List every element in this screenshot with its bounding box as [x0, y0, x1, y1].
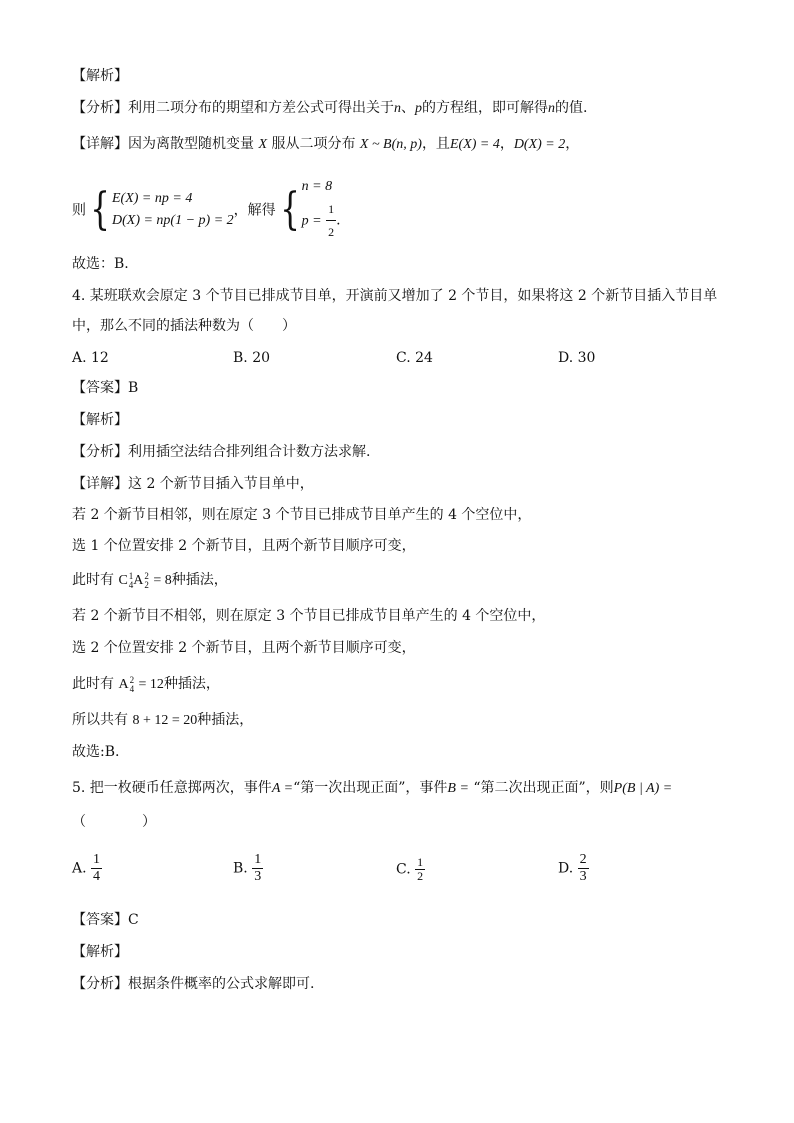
q3-fenxi: 【分析】利用二项分布的期望和方差公式可得出关于n、p的方程组，即可解得n的值.: [72, 100, 588, 116]
q4-xiangjie-1: 【详解】这 2 个新节目插入节目单中，: [72, 476, 314, 492]
q5-analysis-tag: 【解析】: [72, 944, 128, 960]
q5-option-d: D. $\frac{2}{3}$: [558, 852, 587, 884]
q4-option-c: C. 24: [396, 350, 433, 366]
q5-option-a: A. $\frac{1}{4}$: [72, 852, 101, 884]
q4-xiangjie-7: 此时有 A 2 4 = 12种插法，: [72, 674, 220, 694]
conditional-prob: P(B | A) =: [613, 781, 673, 796]
q3-system-line: 则 { E(X) = np = 4 D(X) = np(1 − p) = 2 ，解得 { n = 8 p = $\frac{1}{2}$ .: [72, 176, 341, 243]
binomial-dist: X ~ B(n, p): [359, 137, 422, 152]
q5-paren: （ ）: [72, 814, 156, 830]
q4-xiangjie-2: 若 2 个新节目相邻，则在原定 3 个节目已排成节目单产生的 4 个空位中，: [72, 507, 532, 523]
fraction-2-3: $\frac{2}{3}$: [579, 852, 587, 884]
arrangement-expr: A 2 4: [118, 674, 135, 694]
fraction-1-4: $\frac{1}{4}$: [93, 852, 101, 884]
equation-system-2: { n = 8 p = $\frac{1}{2}$ .: [279, 179, 341, 239]
q4-option-d: D. 30: [558, 350, 596, 366]
q5-option-c: C. $\frac{1}{2}$: [396, 855, 424, 883]
q4-stem-2: 中，那么不同的插法种数为（ ）: [72, 318, 296, 334]
q5-fenxi: 【分析】根据条件概率的公式求解即可.: [72, 976, 315, 992]
q4-xiangjie-8: 所以共有 8 + 12 = 20种插法，: [72, 712, 254, 728]
variance: D(X) = 2: [513, 137, 566, 152]
q5-stem: 5. 把一枚硬币任意掷两次，事件A =“第一次出现正面”，事件B = “第二次出现正面”，则P(B | A) =: [72, 780, 673, 796]
q4-analysis-tag: 【解析】: [72, 412, 128, 428]
var-n: n: [394, 101, 401, 116]
q4-option-b: B. 20: [233, 350, 271, 366]
q4-xiangjie-5: 若 2 个新节目不相邻，则在原定 3 个节目已排成节目单产生的 4 个空位中，: [72, 608, 546, 624]
q5-answer: 【答案】C: [72, 912, 139, 928]
equation-system-1: { E(X) = np = 4 D(X) = np(1 − p) = 2: [90, 183, 234, 235]
q4-xiangjie-6: 选 2 个位置安排 2 个新节目，且两个新节目顺序可变，: [72, 640, 416, 656]
q4-fenxi: 【分析】利用插空法结合排列组合计数方法求解.: [72, 444, 371, 460]
q4-answer: 【答案】B: [72, 380, 139, 396]
q4-stem-1: 4. 某班联欢会原定 3 个节目已排成节目单，开演前又增加了 2 个节目，如果将这 2 个新节目插入节目单: [72, 288, 718, 304]
fraction-1-2: $\frac{1}{2}$: [417, 855, 424, 883]
combination-expr: C 1 4 A 2 2: [118, 570, 149, 590]
q4-option-a: A. 12: [72, 350, 109, 366]
q4-xiangjie-3: 选 1 个位置安排 2 个新节目，且两个新节目顺序可变，: [72, 538, 416, 554]
q3-analysis-tag: 【解析】: [72, 68, 128, 84]
q3-guxuan: 故选：B.: [72, 256, 129, 272]
var-p: p: [415, 101, 422, 116]
fraction-1-3: $\frac{1}{3}$: [254, 852, 262, 884]
q3-xiangjie: 【详解】因为离散型随机变量 X 服从二项分布 X ~ B(n, p)，且E(X) = 4，D(X) = 2，: [72, 136, 580, 152]
expectation: E(X) = 4: [449, 137, 500, 152]
q4-xiangjie-4: 此时有 C 1 4 A 2 2 = 8种插法，: [72, 570, 228, 590]
q5-option-b: B. $\frac{1}{3}$: [233, 852, 262, 884]
q4-guxuan: 故选:B.: [72, 744, 120, 760]
